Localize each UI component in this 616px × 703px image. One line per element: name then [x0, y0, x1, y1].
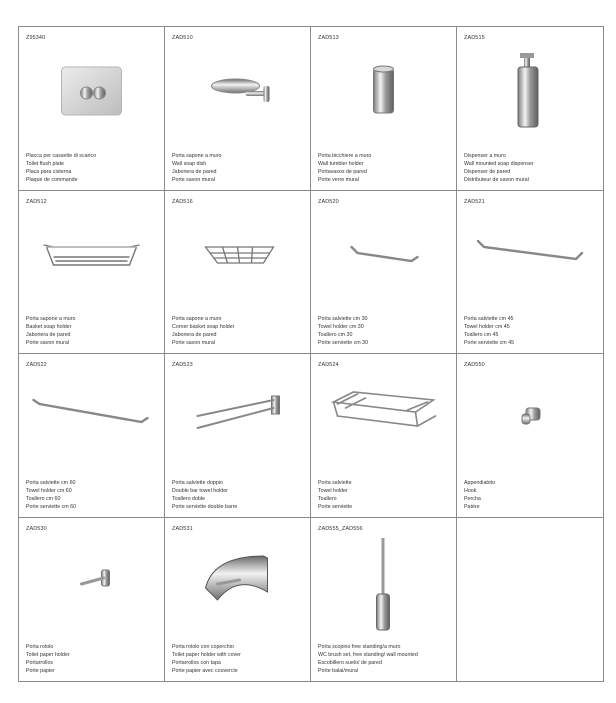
product-description: Porta salviette doppio Double bar towel holder Toallero doble Porte serviette double barre — [172, 479, 238, 510]
product-code: ZAD516 — [172, 198, 193, 205]
flush-plate-icon — [29, 53, 154, 131]
towel-holder-45-icon — [467, 217, 593, 295]
product-code: ZAD515 — [464, 35, 485, 41]
towel-holder-60-icon — [29, 380, 154, 458]
product-description: Porta salviette cm 60 Towel holder cm 60 Toallero cm 60 Porte serviette cm 60 — [26, 479, 77, 510]
paper-holder-icon — [29, 544, 154, 622]
product-code: ZAD522 — [26, 362, 47, 368]
paper-holder-cover-icon — [175, 544, 300, 622]
product-description: Porta salviette Towel holder Toallero Porte serviette — [318, 479, 353, 510]
product-code: ZAD555_ZAD556 — [318, 525, 363, 532]
product-cell — [19, 27, 165, 191]
towel-rack-icon — [321, 380, 446, 458]
product-cell — [457, 354, 603, 518]
product-cell — [19, 518, 165, 682]
product-code: ZAD530 — [26, 525, 47, 532]
product-code: ZAD521 — [464, 198, 485, 205]
product-cell — [311, 27, 457, 191]
product-code: ZAD524 — [318, 362, 339, 368]
product-cell — [311, 191, 457, 355]
product-description: Placca per cassette di scarico Toilet flush plate Placa para cisterna Plaque de commande — [26, 152, 97, 183]
product-code: ZAD512 — [26, 198, 47, 205]
product-description: Porta scopino free standing/a muro WC brush set, free standing/ wall mounted Escobillero suelo/ de pared Porte balai/mural — [318, 644, 418, 674]
toilet-brush-icon — [321, 538, 446, 633]
basket-soap-holder-icon — [29, 217, 154, 295]
product-description: Porta sapone a muro Wall soap dish Jabonera de pared Porte savon mural — [172, 152, 222, 183]
double-towel-bar-icon — [175, 380, 300, 458]
product-cell — [457, 191, 603, 355]
empty-cell — [457, 518, 603, 682]
product-description: Porta rotolo Toilet paper holder Portarrollos Porte papier — [26, 644, 70, 674]
product-cell — [311, 354, 457, 518]
wall-soap-dish-icon — [175, 53, 300, 131]
product-description: Porta sapone a muro Basket soap holder Jabonera de pared Porte savon mural — [26, 316, 76, 346]
product-description: Porta salviette cm 30 Towel holder cm 30 Toallero cm 30 Porte serviette cm 30 — [318, 316, 369, 346]
product-description: Porta sapone a muro Corner basket soap holder Jabonera de pared Porte savon mural — [172, 316, 235, 346]
product-code: Z95340 — [26, 35, 46, 41]
product-cell — [19, 191, 165, 355]
product-description: Porta rotolo con coperchio Toilet paper holder with cover Portarrollos con tapa Porte papier avec couvercle — [172, 644, 241, 674]
product-code: ZAD550 — [464, 362, 485, 368]
towel-holder-30-icon — [321, 217, 446, 295]
product-description: Appendiabito Hook Percha Patère — [464, 479, 495, 510]
product-cell — [19, 354, 165, 518]
product-grid — [18, 26, 604, 682]
product-code: ZAD510 — [172, 35, 193, 41]
product-description: Dispenser a muro Wall mounted soap dispenser Dispenser de pared Distributeur de savon mural — [464, 152, 534, 183]
product-code: ZAD520 — [318, 198, 339, 205]
product-cell — [165, 518, 311, 682]
product-cell — [457, 27, 603, 191]
product-code: ZAD523 — [172, 362, 193, 368]
product-cell — [311, 518, 457, 682]
product-cell — [165, 27, 311, 191]
product-cell — [165, 191, 311, 355]
corner-basket-icon — [175, 217, 300, 295]
soap-dispenser-icon — [467, 53, 593, 131]
product-description: Porta bicchiere a muro Wall tumbler holder Portavasos de pared Porte verre mural — [318, 152, 372, 183]
hook-icon — [467, 380, 593, 458]
tumbler-holder-icon — [321, 53, 446, 131]
product-cell — [165, 354, 311, 518]
product-code: ZAD513 — [318, 35, 339, 41]
product-code: ZAD531 — [172, 525, 193, 532]
product-description: Porta salviette cm 45 Towel holder cm 45 Toallero cm 45 Porte serviette cm 45 — [464, 316, 515, 346]
